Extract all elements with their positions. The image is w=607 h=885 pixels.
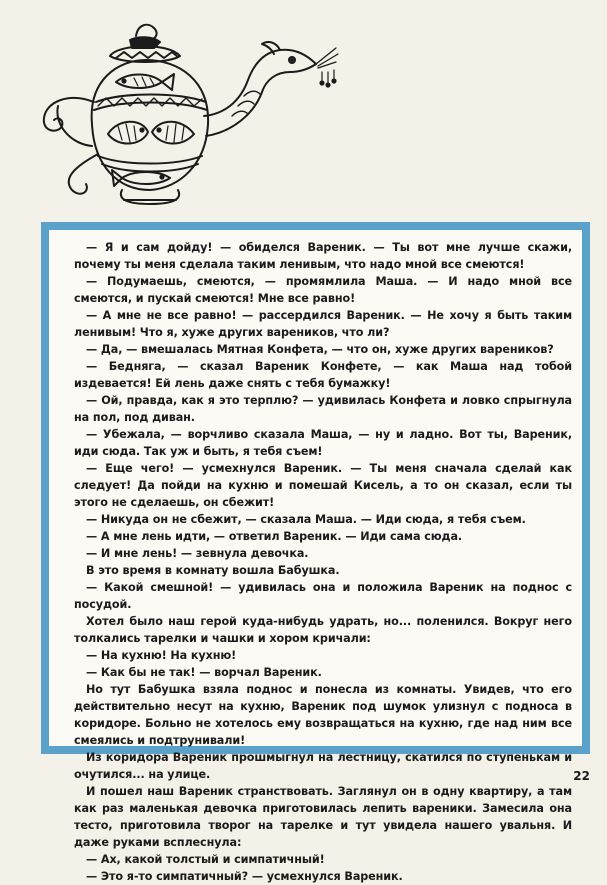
- paragraph: Но тут Бабушка взяла поднос и понесла из комнаты. Увидев, что его действительно несут на кухню, Вареник под шумок улизнул с подноса в коридоре. Больно не хотелось ему возвращаться на кухню, где над ним все смеялись и подтрунивали!: [74, 683, 572, 747]
- paragraph: — Подумаешь, смеются, — промямлила Маша. — И надо мной все смеются, и пускай смеются! Мне все равно!: [74, 275, 572, 305]
- paragraph: — Бедняга, — сказал Вареник Конфете, — как Маша над тобой издевается! Ей лень даже снять с тебя бумажку!: [74, 360, 572, 390]
- paragraph: — Какой смешной! — удивилась она и положила Вареник на поднос с посудой.: [74, 581, 572, 611]
- paragraph: — Я и сам дойду! — обиделся Вареник. — Ты вот мне лучше скажи, почему ты меня сделала таким ленивым, что надо мной все смеются!: [74, 241, 572, 271]
- teapot-illustration: [18, 6, 358, 214]
- paragraph: В это время в комнату вошла Бабушка.: [86, 564, 340, 577]
- paragraph: И пошел наш Вареник странствовать. Заглянул он в одну квартиру, а там как раз маленькая девочка приготовилась лепить вареники. Замесила она тесто, приготовила творог на тарелке и тут увидела нашего увальня. И даже руками всплеснула:: [74, 785, 572, 849]
- paragraph: — Да, — вмешалась Мятная Конфета, — что он, хуже других вареников?: [86, 343, 554, 356]
- paragraph: — Ой, правда, как я это терплю? — удивилась Конфета и ловко спрыгнула на пол, под диван.: [74, 394, 572, 424]
- paragraph: — На кухню! На кухню!: [86, 649, 237, 662]
- paragraph: — Никуда он не сбежит, — сказала Маша. — Иди сюда, я тебя съем.: [86, 513, 526, 526]
- paragraph: — И мне лень! — зевнула девочка.: [86, 547, 309, 560]
- paragraph: — Убежала, — ворчливо сказала Маша, — ну и ладно. Вот ты, Вареник, иди сюда. Так уж и быть, я тебя съем!: [74, 428, 572, 458]
- page-number: 22: [573, 769, 590, 783]
- paragraph: Из коридора Вареник прошмыгнул на лестницу, скатился по ступенькам и очутился... на улице.: [74, 751, 572, 781]
- paragraph: — А мне не все равно! — рассердился Вареник. — Не хочу я быть таким ленивым! Что я, хуже других вареников, что ли?: [74, 309, 572, 339]
- paragraph: — А мне лень идти, — ответил Вареник. — Иди сама сюда.: [86, 530, 463, 543]
- paragraph: — Это я-то симпатичный? — усмехнулся Вареник.: [86, 870, 403, 883]
- paragraph: Хотел было наш герой куда-нибудь удрать, но... поленился. Вокруг него толкались тарелки и чашки и хором кричали:: [74, 615, 572, 645]
- paragraph: — Еще чего! — усмехнулся Вареник. — Ты меня сначала сделай как следует! Да пойди на кухню и помешай Кисель, а то он сказал, если ты этого не сделаешь, он сбежит!: [74, 462, 572, 509]
- paragraph: — Ах, какой толстый и симпатичный!: [86, 853, 325, 866]
- paragraph: — Как бы не так! — ворчал Вареник.: [86, 666, 322, 679]
